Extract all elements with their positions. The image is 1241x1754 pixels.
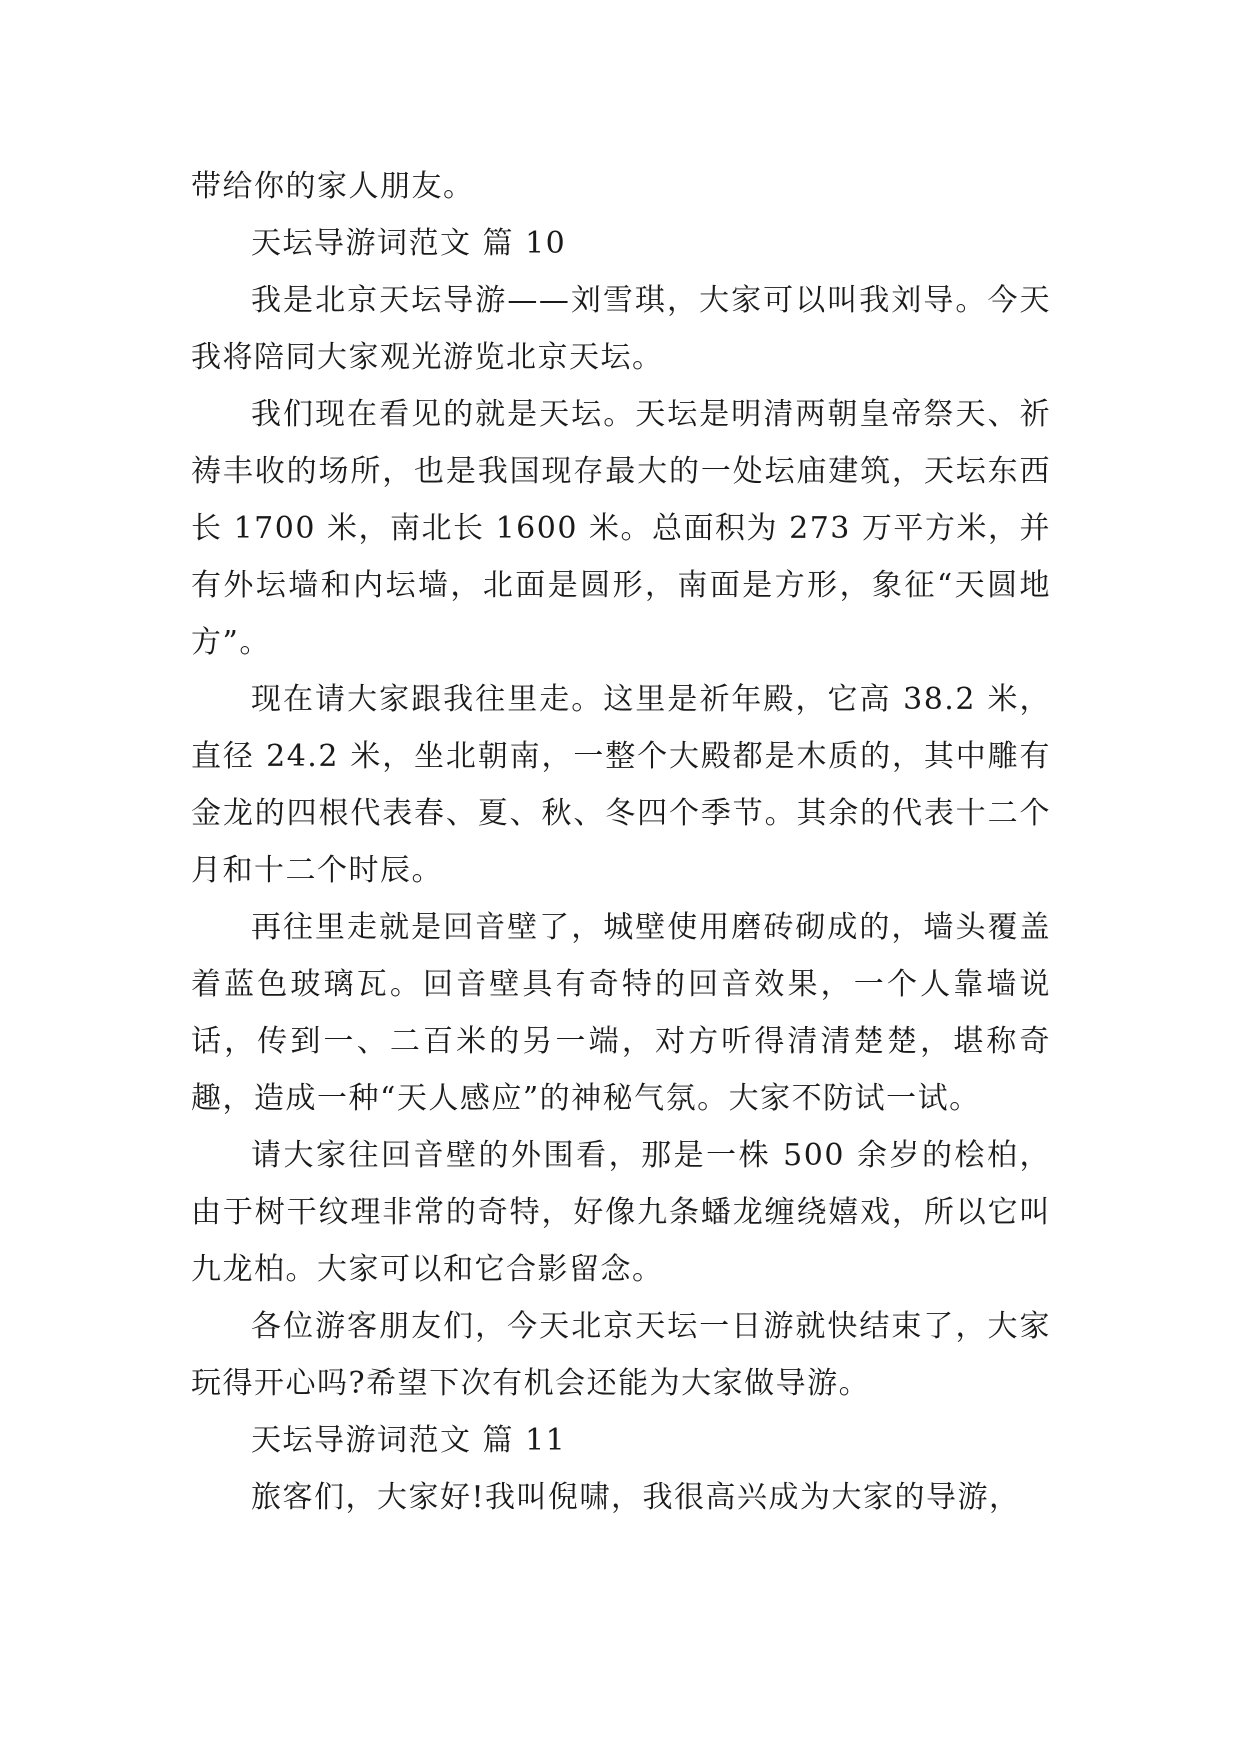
paragraph-qiniandian: 现在请大家跟我往里走。这里是祈年殿，它高 38.2 米，直径 24.2 米，坐北朝南，一整个大殿都是木质的，其中雕有金龙的四根代表春、夏、秋、冬四个季节。其余的代表十二个月和十二个时辰。: [191, 682, 1051, 888]
section-heading-11: 天坛导游词范文 篇 11: [251, 1423, 567, 1458]
paragraph-echo-wall: 再往里走就是回音壁了，城壁使用磨砖砌成的，墙头覆盖着蓝色玻璃瓦。回音壁具有奇特的回音效果，一个人靠墙说话，传到一、二百米的另一端，对方听得清清楚楚，堪称奇趣，造成一种“天人感应”的神秘气氛。大家不防试一试。: [191, 910, 1051, 1116]
body-text: [191, 158, 1051, 1526]
paragraph-temple-overview: 我们现在看见的就是天坛。天坛是明清两朝皇帝祭天、祈祷丰收的场所，也是我国现存最大的一处坛庙建筑，天坛东西长 1700 米，南北长 1600 米。总面积为 273 万平方米，并有外坛墙和内坛墙，北面是圆形，南面是方形，象征“天圆地方”。: [191, 397, 1051, 660]
continuation-paragraph: 带给你的家人朋友。: [191, 169, 475, 204]
section-heading-10: 天坛导游词范文 篇 10: [251, 226, 567, 261]
paragraph-intro-guide: 我是北京天坛导游——刘雪琪，大家可以叫我刘导。今天我将陪同大家观光游览北京天坛。: [191, 283, 1051, 375]
paragraph-nine-dragon-cypress: 请大家往回音壁的外围看，那是一株 500 余岁的桧柏，由于树干纹理非常的奇特，好像九条蟠龙缠绕嬉戏，所以它叫九龙柏。大家可以和它合影留念。: [191, 1138, 1051, 1287]
paragraph-intro-guide-2: 旅客们，大家好!我叫倪啸，我很高兴成为大家的导游，: [251, 1480, 1021, 1515]
paragraph-farewell: 各位游客朋友们，今天北京天坛一日游就快结束了，大家玩得开心吗?希望下次有机会还能为大家做导游。: [191, 1309, 1051, 1401]
